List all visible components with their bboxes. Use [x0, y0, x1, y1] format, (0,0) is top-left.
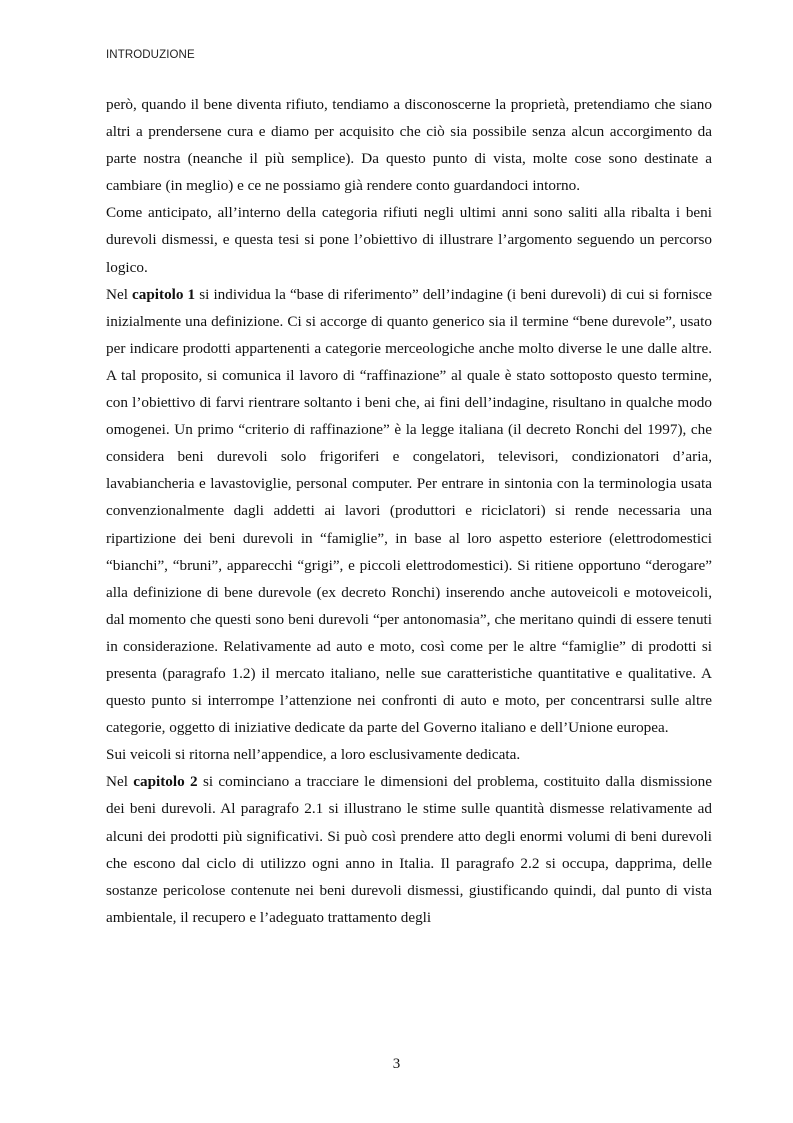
paragraph-chapter-1: [106, 281, 712, 742]
paragraph-chapter-2: [106, 768, 712, 931]
chapter-reference: capitolo 1: [132, 285, 196, 303]
paragraph-text: si cominciano a tracciare le dimensioni del problema, costituito dalla dismissione dei beni durevoli. Al paragrafo 2.1 si illustrano le stime sulle quantità dismesse relativamente ad alcuni dei prodotti più significativi. Si può così prendere atto degli enormi volumi di beni durevoli che escono dal ciclo di utilizzo ogni anno in Italia. Il paragrafo 2.2 si occupa, dapprima, delle sostanze pericolose contenute nei beni durevoli dismessi, giustificando quindi, dal punto di vista ambientale, il recupero e l’adeguato trattamento degli: [106, 773, 712, 926]
chapter-reference: capitolo 2: [133, 773, 198, 791]
paragraph-lead: Nel: [106, 773, 134, 791]
paragraph-lead: Nel: [106, 285, 133, 303]
body-text: [106, 91, 712, 931]
paragraph-1: [106, 91, 712, 199]
running-head: INTRODUZIONE: [106, 49, 195, 61]
paragraph-text: Come anticipato, all’interno della categoria rifiuti negli ultimi anni sono saliti alla ribalta i beni durevoli dismessi, e questa tesi si pone l’obiettivo di illustrare l’argomento seguendo un percorso logico.: [106, 204, 712, 276]
paragraph-2: [106, 199, 712, 280]
paragraph-text: però, quando il bene diventa rifiuto, tendiamo a disconoscerne la proprietà, pretendiamo che siano altri a prendersene cura e diamo per acquisito che ciò sia possibile senza alcun accorgimento da parte nostra (neanche il più semplice). Da questo punto di vista, molte cose sono destinate a cambiare (in meglio) e ce ne possiamo già rendere conto guardandoci intorno.: [106, 96, 712, 195]
page-number: 3: [392, 1056, 401, 1072]
paragraph-text: si individua la “base di riferimento” dell’indagine (i beni durevoli) di cui si fornisce inizialmente una definizione. Ci si accorge di quanto generico sia il termine “bene durevole”, usato per indicare prodotti appartenenti a categorie merceologiche anche molto diverse le une dalle altre. A tal proposito, si comunica il lavoro di “raffinazione” al quale è stato sottoposto questo termine, con l’obiettivo di farvi rientrare soltanto i beni che, ai fini dell’indagine, risultano in qualche modo omogenei. Un primo “criterio di raffinazione” è la legge italiana (il decreto Ronchi del 1997), che considera beni durevoli solo frigoriferi e congelatori, televisori, condizionatori d’aria, lavabiancheria e lavastoviglie, personal computer. Per entrare in sintonia con la terminologia usata convenzionalmente dagli addetti ai lavori (produttori e riciclatori) si rende necessaria una ripartizione dei beni durevoli in “famiglie”, in base al loro aspetto esteriore (elettrodomestici “bianchi”, “bruni”, apparecchi “grigi”, e piccoli elettrodomestici). Si ritiene opportuno “derogare” alla definizione di bene durevole (ex decreto Ronchi) inserendo anche autoveicoli e motoveicoli, dal momento che questi sono beni durevoli “per antonomasia”, che meritano quindi di essere tenuti in considerazione. Relativamente ad auto e moto, così come per le altre “famiglie” di prodotti si presenta (paragrafo 1.2) il mercato italiano, nelle sue caratteristiche quantitative e qualitative. A questo punto si interrompe l’attenzione nei confronti di auto e moto, per concentrarsi sulle altre categorie, oggetto di iniziative dedicate da parte del Governo italiano e dell’Unione europea.: [106, 285, 712, 737]
paragraph-4: [106, 741, 712, 768]
paragraph-text: Sui veicoli si ritorna nell’appendice, a loro esclusivamente dedicata.: [106, 746, 521, 764]
